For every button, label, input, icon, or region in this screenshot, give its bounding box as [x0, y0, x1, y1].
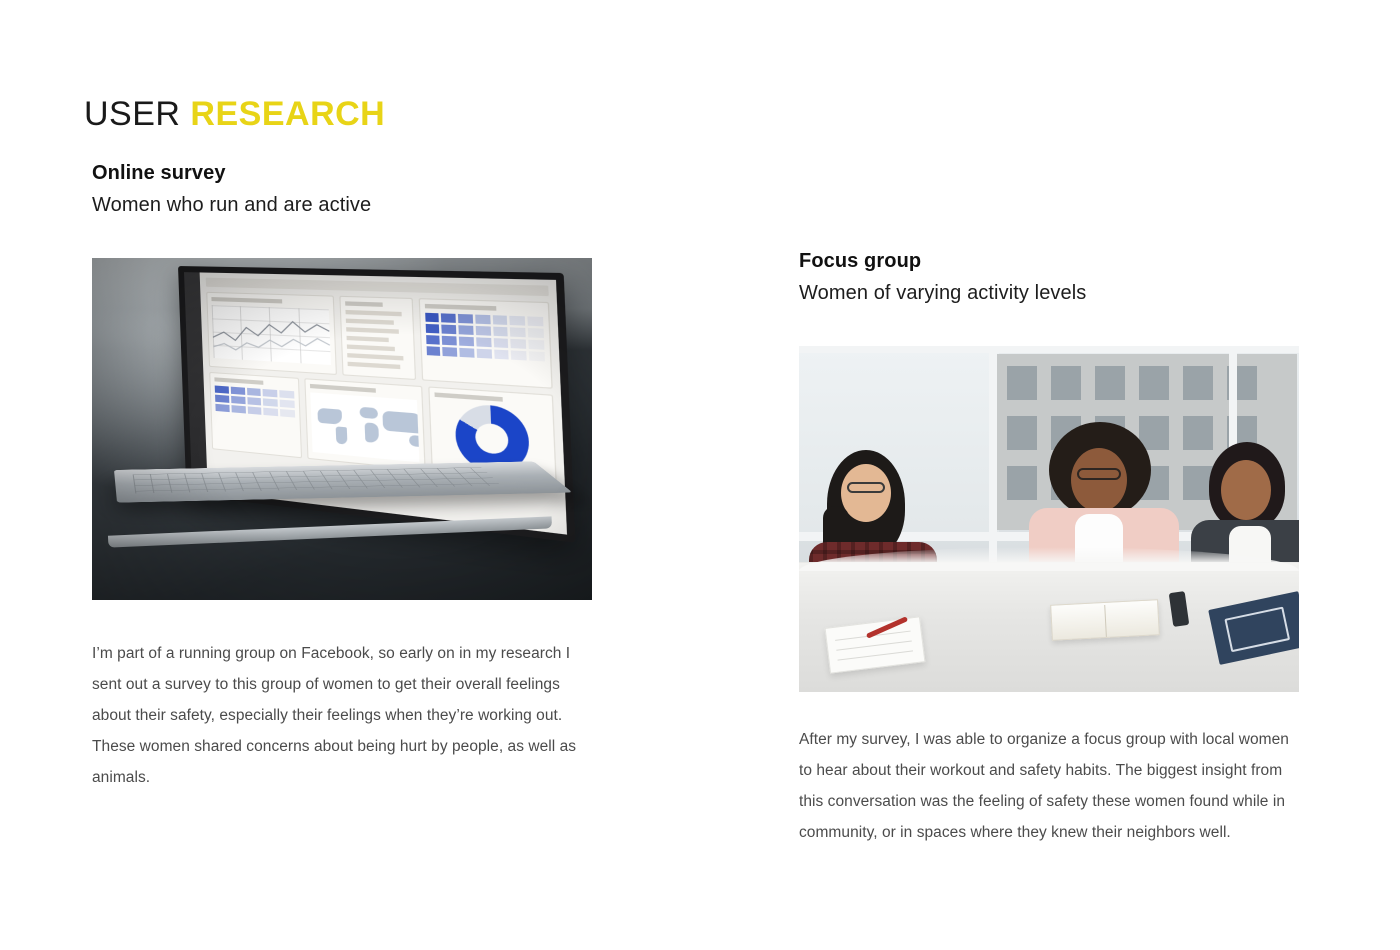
body-copy-online-survey: I’m part of a running group on Facebook, so early on in my research I sent out a survey to this group of women to get their overall feelings about their safety, especially their feelings when they’re working out. These women shared concerns about being hurt by people, as well as animals. [92, 645, 577, 786]
smartphone [1169, 591, 1190, 627]
page-title-plain: USER [84, 94, 191, 133]
face [841, 464, 891, 522]
building-window [1007, 366, 1037, 400]
face [1221, 460, 1271, 520]
building-window [1183, 366, 1213, 400]
folder [1208, 591, 1299, 665]
open-book [1050, 599, 1160, 641]
section-heading-online-survey: Online survey [92, 162, 226, 184]
focus-group-image [799, 346, 1299, 692]
eyeglasses-icon [1077, 468, 1121, 480]
laptop-dashboard-image [92, 258, 592, 600]
building-window [1095, 366, 1125, 400]
page-title-accent: RESEARCH [190, 94, 386, 133]
section-subheading-focus-group: Women of varying activity levels [799, 282, 1087, 304]
eyeglasses-icon [847, 482, 885, 493]
section-heading-focus-group: Focus group [799, 250, 922, 272]
building-window [1051, 366, 1081, 400]
body-copy-focus-group: After my survey, I was able to organize a focus group with local women to hear about their workout and safety habits. The biggest insight from this conversation was the feeling of safety these women found while in community, or in spaces where they knew their neighbors well. [799, 731, 1289, 841]
window-mullion [799, 346, 1299, 353]
photo-vignette [92, 258, 592, 600]
face [1071, 448, 1127, 512]
notebook-line [836, 640, 912, 650]
section-subheading-online-survey: Women who run and are active [92, 194, 372, 216]
notebook [825, 616, 926, 673]
section-focus-group [799, 248, 1299, 848]
conference-table [799, 562, 1299, 692]
section-online-survey [92, 160, 592, 793]
notebook-line [838, 650, 914, 660]
building-window [1139, 366, 1169, 400]
page-title [84, 95, 385, 134]
